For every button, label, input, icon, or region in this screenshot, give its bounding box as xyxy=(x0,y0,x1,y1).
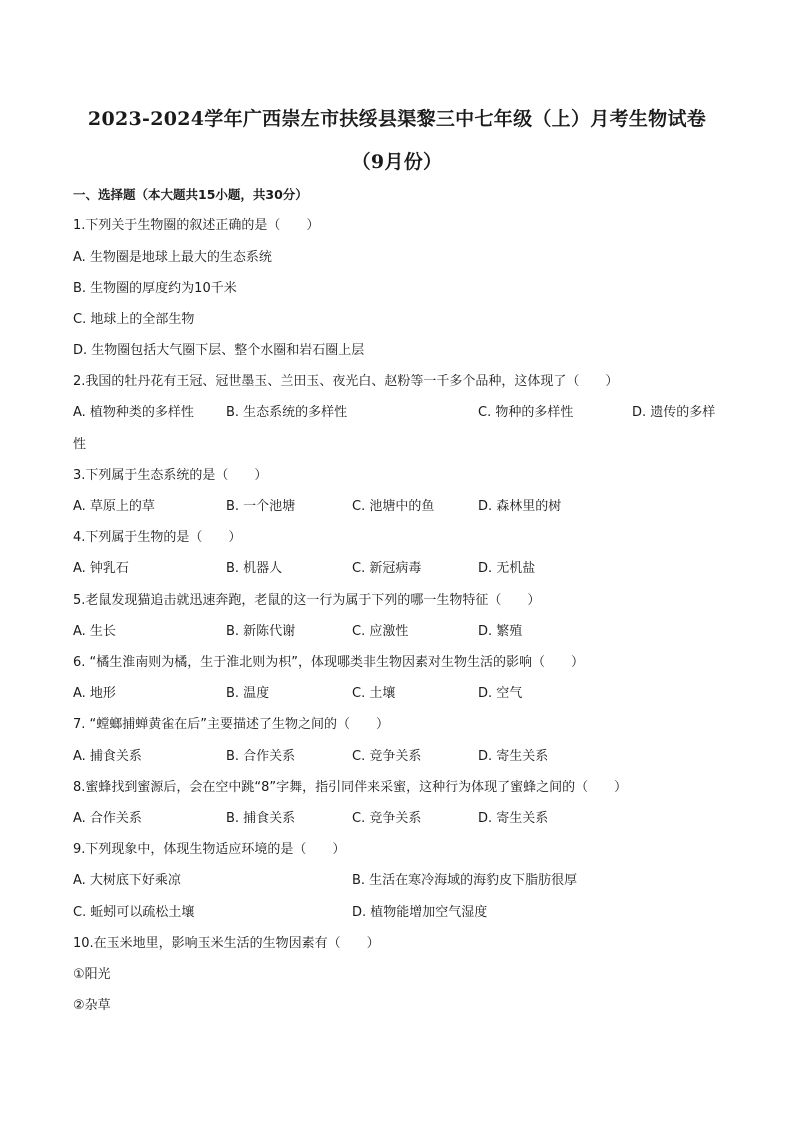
list-item: ②杂草 xyxy=(73,998,111,1013)
option-c: C. 物种的多样性 xyxy=(478,405,574,420)
option-d: D. 空气 xyxy=(478,686,523,701)
option-d: D. 无机盐 xyxy=(478,561,536,576)
question-stem: 5.老鼠发现猫追击就迅速奔跑，老鼠的这一行为属于下列的哪一生物特征（ ） xyxy=(73,593,541,608)
option-b: B. 新陈代谢 xyxy=(226,624,296,639)
question-stem: 4.下列属于生物的是（ ） xyxy=(73,530,242,545)
option-c: C. 土壤 xyxy=(352,686,396,701)
option-a: A. 钟乳石 xyxy=(73,561,129,576)
option-a: A. 草原上的草 xyxy=(73,499,155,514)
option-b: B. 机器人 xyxy=(226,561,283,576)
option-a: A. 合作关系 xyxy=(73,811,142,826)
option-d-wrap: 性 xyxy=(73,437,87,452)
question-stem: 9.下列现象中，体现生物适应环境的是（ ） xyxy=(73,842,346,857)
option-c: C. 地球上的全部生物 xyxy=(73,312,195,327)
question-stem: 10.在玉米地里，影响玉米生活的生物因素有（ ） xyxy=(73,936,380,951)
option-b: B. 生物圈的厚度约为10千米 xyxy=(73,281,237,296)
option-b: B. 温度 xyxy=(226,686,270,701)
option-d: D. 植物能增加空气湿度 xyxy=(352,905,488,920)
option-c: C. 应激性 xyxy=(352,624,409,639)
option-b: B. 生活在寒冷海域的海豹皮下脂肪很厚 xyxy=(352,873,578,888)
option-a: A. 地形 xyxy=(73,686,116,701)
question-stem: 2.我国的牡丹花有王冠、冠世墨玉、兰田玉、夜光白、赵粉等一千多个品种，这体现了（ ） xyxy=(73,374,619,389)
question-stem: 1.下列关于生物圈的叙述正确的是（ ） xyxy=(73,218,320,233)
option-c: C. 竞争关系 xyxy=(352,749,422,764)
option-c: C. 蚯蚓可以疏松土壤 xyxy=(73,905,195,920)
option-d: D. 寄生关系 xyxy=(478,749,549,764)
question-stem: 3.下列属于生态系统的是（ ） xyxy=(73,468,268,483)
list-item: ①阳光 xyxy=(73,967,111,982)
question-stem: 7. “螳螂捕蝉黄雀在后”主要描述了生物之间的（ ） xyxy=(73,717,390,732)
question-stem: 8.蜜蜂找到蜜源后，会在空中跳“8”字舞，指引同伴来采蜜，这种行为体现了蜜蜂之间的（ ） xyxy=(73,780,628,795)
option-b: B. 生态系统的多样性 xyxy=(226,405,348,420)
option-c: C. 竞争关系 xyxy=(352,811,422,826)
section-heading: 一、选择题（本大题共15小题，共30分） xyxy=(73,187,308,202)
option-b: B. 捕食关系 xyxy=(226,811,296,826)
option-c: C. 新冠病毒 xyxy=(352,561,422,576)
option-d: D. 森林里的树 xyxy=(478,499,562,514)
option-a: A. 捕食关系 xyxy=(73,749,142,764)
option-a: A. 生长 xyxy=(73,624,116,639)
option-a: A. 生物圈是地球上最大的生态系统 xyxy=(73,250,272,265)
exam-title-subtitle: （9月份） xyxy=(351,151,443,173)
option-b: B. 一个池塘 xyxy=(226,499,296,514)
option-d: D. 遗传的多样 xyxy=(632,405,716,420)
option-b: B. 合作关系 xyxy=(226,749,296,764)
option-c: C. 池塘中的鱼 xyxy=(352,499,435,514)
option-a: A. 大树底下好乘凉 xyxy=(73,873,181,888)
option-d: D. 生物圈包括大气圈下层、整个水圈和岩石圈上层 xyxy=(73,343,365,358)
option-d: D. 繁殖 xyxy=(478,624,523,639)
question-stem: 6. “橘生淮南则为橘，生于淮北则为枳”，体现哪类非生物因素对生物生活的影响（ ） xyxy=(73,655,585,670)
option-a: A. 植物种类的多样性 xyxy=(73,405,194,420)
option-d: D. 寄生关系 xyxy=(478,811,549,826)
exam-title: 2023-2024学年广西崇左市扶绥县渠黎三中七年级（上）月考生物试卷 xyxy=(87,108,707,130)
